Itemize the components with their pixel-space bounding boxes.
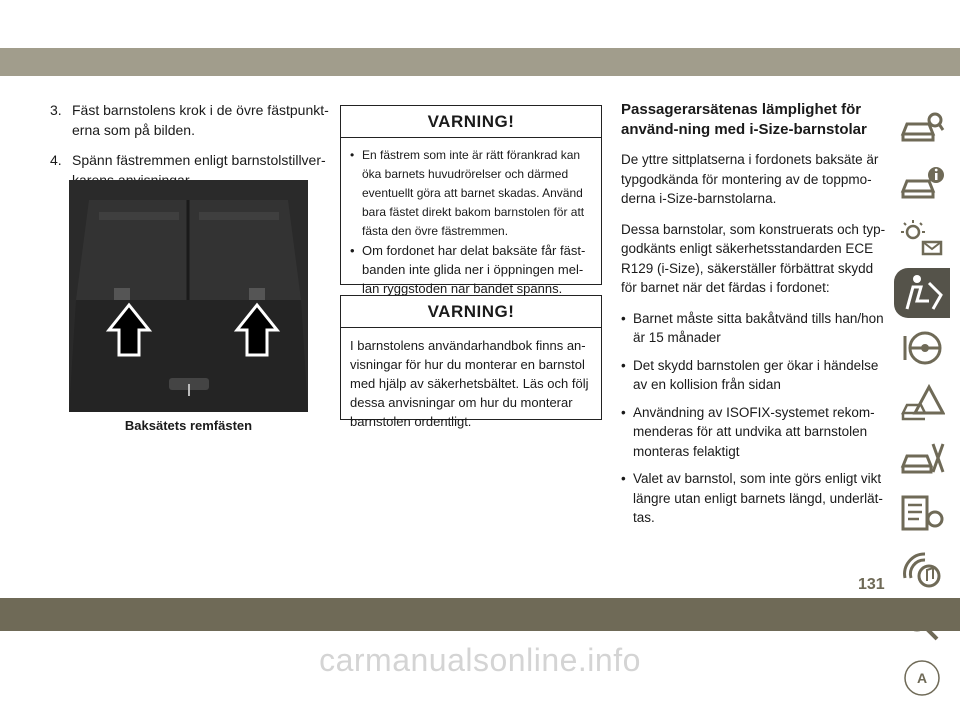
lights-message-icon[interactable] <box>894 213 950 263</box>
footer-watermark: carmanualsonline.info <box>319 642 641 678</box>
warning-bullet: • Om fordonet har delat baksäte får fäst-banden inte glida ner i öppningen mel-lan ryggstöden när bandet spänns. <box>350 243 586 296</box>
step-text: Spänn fästremmen enligt barnstolstillver- <box>72 152 326 168</box>
bottom-band <box>0 598 960 631</box>
list-item: • Det skydd barnstolen ger ökar i händelse av en kollision från sidan <box>621 356 887 395</box>
list-item: • Valet av barnstol, som inte görs enligt vikt längre utan enligt barnets längd, underlät-tas. <box>621 469 887 528</box>
seat-safety-icon[interactable] <box>894 268 950 318</box>
paragraph: Dessa barnstolar, som konstruerats och typ-godkänts enligt säkerhetsstandarden ECE R129 (i-Size), säkerställer förbättrat skydd för barnet när det färdas i fordonet: <box>621 221 886 295</box>
media-icon[interactable] <box>894 543 950 593</box>
warning-car-icon[interactable] <box>894 378 950 428</box>
warning-text: I barnstolens användarhandbok finns an-visningar för hur du monterar en barnstol med hjälp av säkerhetsbältet. Läs och följ dessa anvisningar om hur du monterar barnstolen ordentligt. <box>350 338 589 429</box>
warning-title: VARNING! <box>341 296 601 328</box>
bullet-icon: • <box>350 243 355 258</box>
settings-list-icon[interactable] <box>894 488 950 538</box>
bullet-icon: • <box>621 404 626 420</box>
photo-caption: Baksätets remfästen <box>124 418 253 433</box>
bullet-icon: • <box>621 471 626 486</box>
list-item: • Barnet måste sitta bakåtvänd tills han/hon är 15 månader <box>621 309 887 348</box>
isize-section <box>621 100 887 536</box>
cargo-area-illustration <box>69 180 308 412</box>
paragraph: De yttre sittplatserna i fordonets baksäte är typgodkända för montering av de toppmo-derna i-Size-barnstolarna. <box>621 152 879 206</box>
car-tools-icon[interactable] <box>894 433 950 483</box>
list-item: • Användning av ISOFIX-systemet rekom-menderas för att undvika att barnstolen monteras felaktigt <box>621 403 887 462</box>
bullet-icon: • <box>621 357 626 373</box>
svg-text:A: A <box>916 670 928 686</box>
page-number: 131 <box>858 576 885 593</box>
car-search-icon[interactable] <box>894 103 950 153</box>
car-info-icon[interactable] <box>894 158 950 208</box>
warning-box-1 <box>340 105 602 296</box>
section-heading: Passagerarsätenas lämplighet för använd-ning med i-Size-barnstolar <box>621 101 867 138</box>
step-number: 3. <box>50 102 62 118</box>
warning-box-2 <box>340 295 602 429</box>
step-number: 4. <box>50 152 62 168</box>
top-band <box>0 48 960 76</box>
cargo-area-photo <box>69 180 308 412</box>
bullet-icon: • <box>350 148 355 162</box>
warning-title: VARNING! <box>341 106 601 138</box>
warning-bullet: • En fästrem som inte är rätt förankrad kan öka barnets huvudrörelser och därmed eventuellt göra att barnet skadas. Använd bara fästet direkt bakom barnstolen för att fästa den övre fästremmen. <box>350 146 592 241</box>
bullet-icon: • <box>621 310 626 326</box>
step-text: Fäst barnstolens krok i de övre fästpunkt-erna som på bilden. <box>72 102 329 138</box>
steering-wheel-icon[interactable] <box>894 323 950 373</box>
step-3 <box>50 100 330 140</box>
